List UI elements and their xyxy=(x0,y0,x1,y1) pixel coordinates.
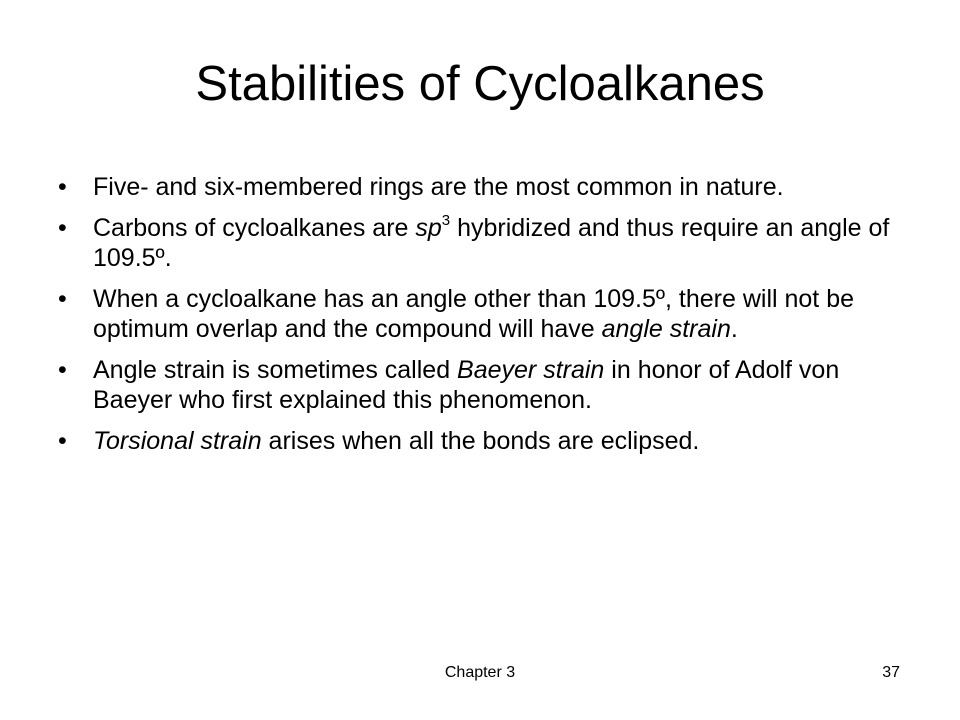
bullet-item xyxy=(58,213,902,273)
bullet-text-segment: . xyxy=(730,315,738,343)
bullet-text-segment: Carbons of cycloalkanes are xyxy=(93,214,416,242)
bullet-marker: • xyxy=(58,285,67,313)
bullet-text xyxy=(93,427,699,455)
bullet-text xyxy=(93,173,784,201)
bullet-list xyxy=(58,172,902,467)
bullet-italic-term: sp xyxy=(415,214,442,242)
bullet-superscript: 3 xyxy=(441,211,451,229)
bullet-marker: • xyxy=(58,173,67,201)
bullet-marker: • xyxy=(58,214,67,242)
bullet-text xyxy=(93,285,854,343)
bullet-text-segment: arises when all the bonds are eclipsed. xyxy=(261,427,700,455)
bullet-italic-term: angle strain xyxy=(601,315,731,343)
footer-page-number: 37 xyxy=(882,664,900,681)
footer-chapter-label: Chapter 3 xyxy=(444,664,516,681)
bullet-item xyxy=(58,355,902,415)
bullet-text-segment: When a cycloalkane has an angle other than 109.5º, there will not be optimum overlap and the compound will have xyxy=(93,285,855,343)
slide-title: Stabilities of Cycloalkanes xyxy=(195,57,765,111)
bullet-text xyxy=(93,356,839,414)
bullet-text-segment: in honor of Adolf von Baeyer who first explained this phenomenon. xyxy=(93,356,840,414)
bullet-text-segment: Five- and six-membered rings are the most common in nature. xyxy=(93,173,784,201)
bullet-marker: • xyxy=(58,427,67,455)
bullet-italic-term: Torsional strain xyxy=(93,427,262,455)
bullet-marker: • xyxy=(58,356,67,384)
bullet-text-segment: Angle strain is sometimes called xyxy=(93,356,458,384)
bullet-text xyxy=(93,211,890,272)
bullet-item xyxy=(58,172,902,202)
bullet-text-segment: hybridized and thus require an angle of 109.5º. xyxy=(93,214,890,272)
bullet-italic-term: Baeyer strain xyxy=(457,356,605,384)
bullet-item xyxy=(58,284,902,344)
bullet-item xyxy=(58,426,902,456)
